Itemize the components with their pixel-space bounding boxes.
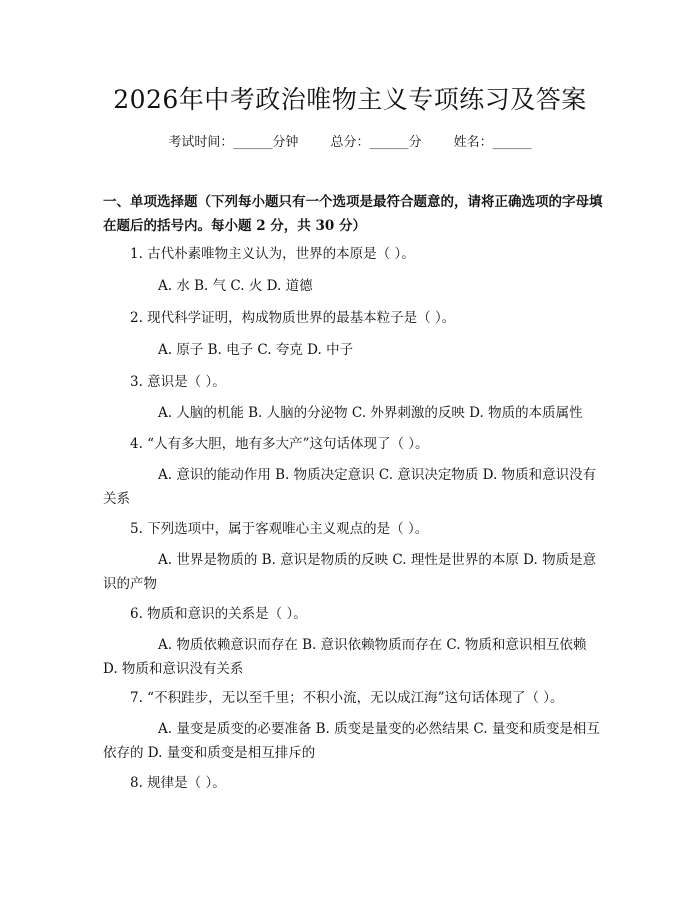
total-score-field: 总分：______分: [330, 135, 422, 150]
exam-time-field: 考试时间：______分钟: [168, 135, 299, 150]
question-stem: 6. 物质和意识的关系是（ ）。: [130, 606, 307, 622]
question-options: A. 意识的能动作用 B. 物质决定意识 C. 意识决定物质 D. 物质和意识没有关系: [103, 467, 597, 507]
document-title: 2026年中考政治唯物主义专项练习及答案: [113, 85, 587, 114]
question-stem: 5. 下列选项中，属于客观唯心主义观点的是（ ）。: [130, 521, 429, 537]
section-heading-single-choice: 一、单项选择题（下列每小题只有一个选项是最符合题意的，请将正确选项的字母填在题后的括号内。每小题 2 分，共 30 分）: [103, 194, 603, 234]
question-stem: 4. “人有多大胆，地有多大产”这句话体现了（ ）。: [130, 436, 429, 452]
question-stem: 1. 古代朴素唯物主义认为，世界的本原是（ ）。: [130, 246, 415, 262]
question-options: A. 人脑的机能 B. 人脑的分泌物 C. 外界刺激的反映 D. 物质的本质属性: [158, 405, 583, 421]
question-stem: 7. “不积跬步，无以至千里；不积小流，无以成江海”这句话体现了（ ）。: [130, 690, 564, 706]
question-options: A. 量变是质变的必要准备 B. 质变是量变的必然结果 C. 量变和质变是相互依存的 D. 量变和质变是相互排斥的: [103, 721, 600, 761]
question-stem: 8. 规律是（ ）。: [130, 775, 226, 791]
exam-info-line: [0, 131, 700, 150]
question-options: A. 原子 B. 电子 C. 夸克 D. 中子: [158, 342, 354, 358]
question-options: A. 水 B. 气 C. 火 D. 道德: [158, 278, 313, 294]
question-stem: 3. 意识是（ ）。: [130, 374, 226, 390]
question-options: A. 世界是物质的 B. 意识是物质的反映 C. 理性是世界的本原 D. 物质是意识的产物: [103, 552, 597, 592]
question-stem: 2. 现代科学证明，构成物质世界的最基本粒子是（ ）。: [130, 310, 456, 326]
student-name-field: 姓名：______: [453, 135, 532, 150]
question-options: A. 物质依赖意识而存在 B. 意识依赖物质而存在 C. 物质和意识相互依赖 D. 物质和意识没有关系: [103, 637, 587, 677]
